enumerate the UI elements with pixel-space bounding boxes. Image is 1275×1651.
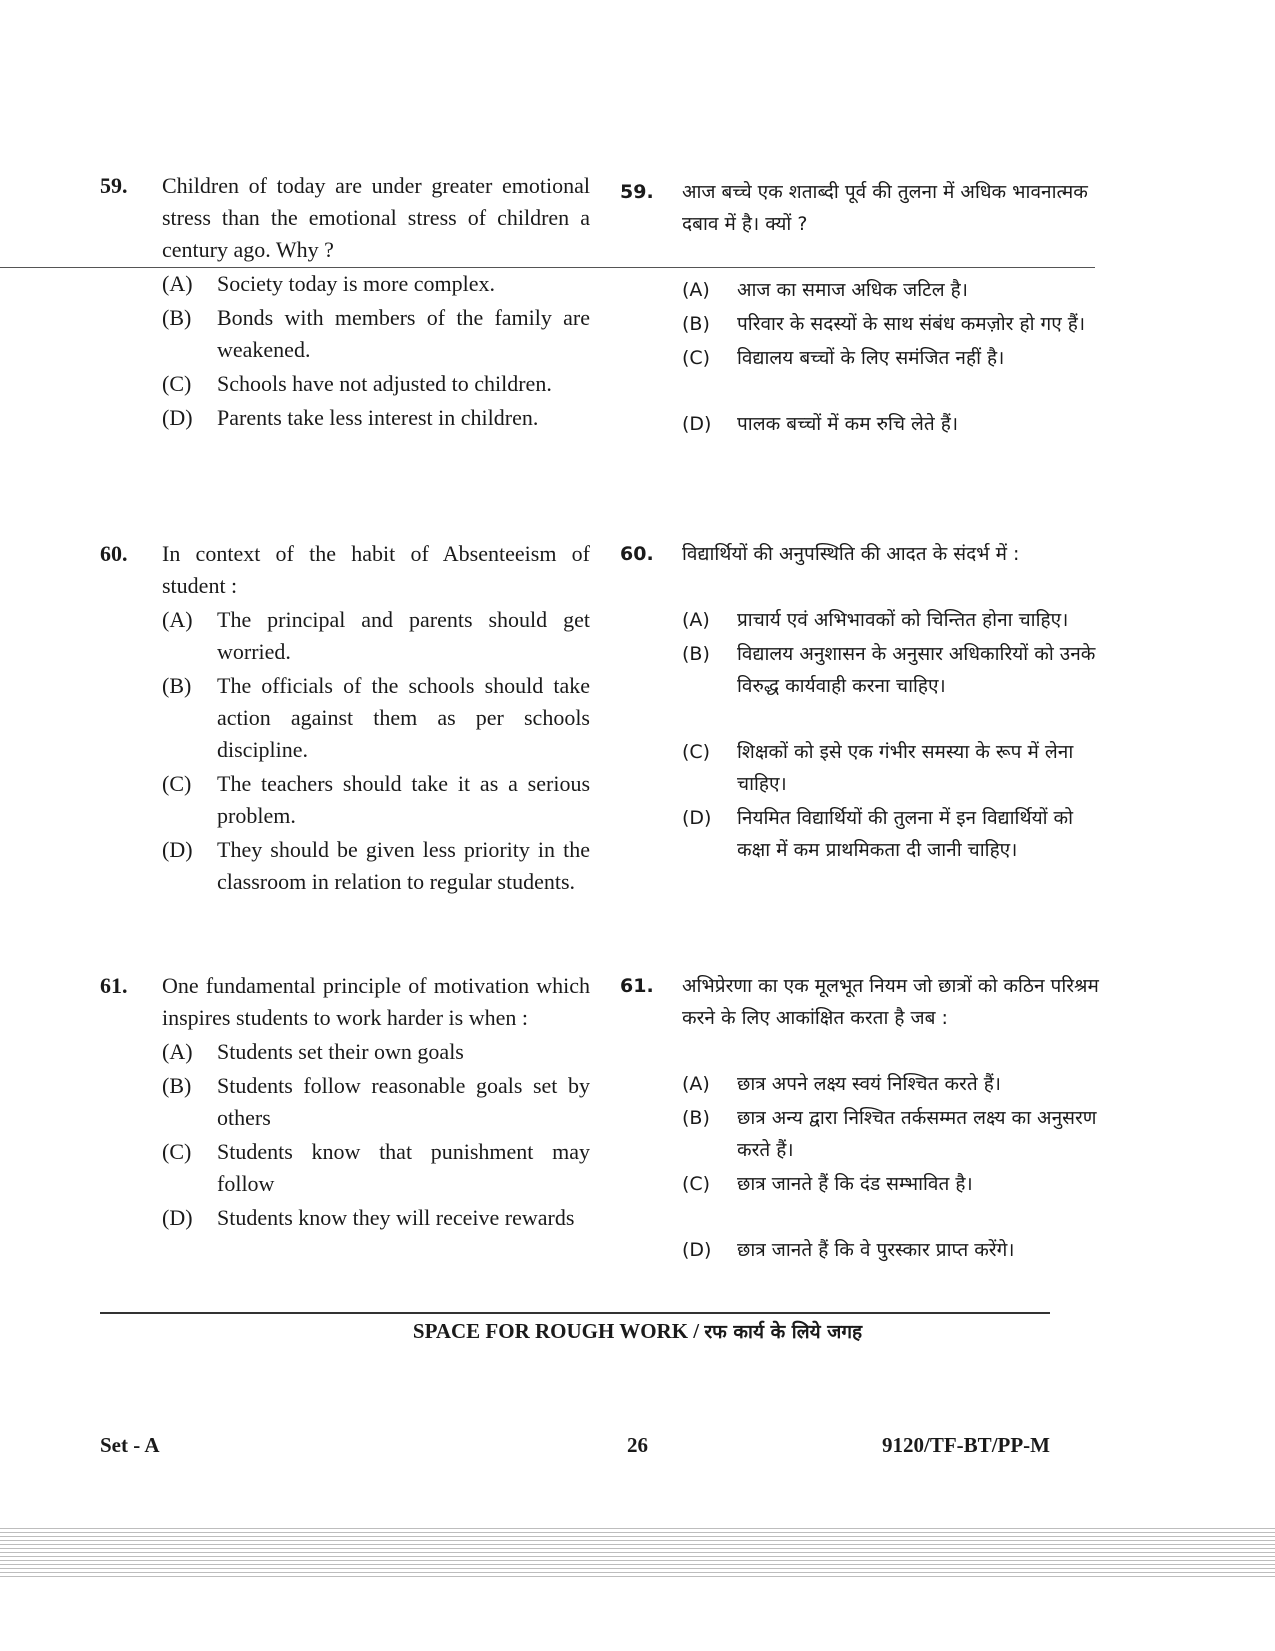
- option-label: (A): [682, 279, 710, 301]
- question-number: 61.: [620, 975, 654, 997]
- option-text: The principal and parents should get worried.: [217, 607, 590, 664]
- option-label: (C): [162, 771, 192, 796]
- option-text: छात्र जानते हैं कि दंड सम्भावित है।: [737, 1173, 973, 1195]
- option-text: छात्र जानते हैं कि वे पुरस्कार प्राप्त करेंगे।: [737, 1239, 1015, 1261]
- option-d: [682, 1234, 1110, 1266]
- option-b: [682, 1102, 1110, 1166]
- rough-work-separator: /: [688, 1319, 705, 1343]
- option-b: [162, 670, 590, 766]
- option-text: Students know that punishment may follow: [217, 1139, 590, 1196]
- option-c: [162, 368, 590, 400]
- option-label: (D): [682, 413, 712, 435]
- option-text: The teachers should take it as a serious problem.: [217, 771, 590, 828]
- option-text: शिक्षकों को इसे एक गंभीर समस्या के रूप में लेना चाहिए।: [737, 741, 1074, 795]
- option-text: Bonds with members of the family are weakened.: [217, 305, 590, 362]
- rough-work-divider: [100, 1312, 1050, 1314]
- question-text: One fundamental principle of motivation which inspires students to work harder is when :: [162, 973, 590, 1030]
- option-label: (A): [682, 609, 710, 631]
- question-text: विद्यार्थियों की अनुपस्थिति की आदत के संदर्भ में :: [682, 543, 1020, 565]
- option-label: (A): [682, 1073, 710, 1095]
- option-a: [682, 1068, 1110, 1100]
- option-text: Parents take less interest in children.: [217, 405, 539, 430]
- option-a: [162, 268, 590, 300]
- option-a: [162, 604, 590, 668]
- top-divider: [0, 267, 1095, 268]
- option-text: परिवार के सदस्यों के साथ संबंध कमज़ोर हो गए हैं।: [737, 313, 1086, 335]
- option-label: (A): [162, 271, 193, 296]
- question-59-en: [100, 170, 590, 434]
- scan-edge-lines: [0, 1528, 1275, 1578]
- rough-work-en: SPACE FOR ROUGH WORK: [412, 1319, 689, 1343]
- option-b: [682, 638, 1110, 702]
- option-c: [682, 1168, 1110, 1200]
- option-c: [162, 1136, 590, 1200]
- option-label: (D): [162, 837, 193, 862]
- option-a: [682, 274, 1110, 306]
- option-a: [682, 604, 1110, 636]
- option-label: (B): [162, 1073, 192, 1098]
- question-number: 59.: [620, 181, 654, 203]
- question-text: आज बच्चे एक शताब्दी पूर्व की तुलना में अधिक भावनात्मक दबाव में है। क्यों ?: [682, 181, 1088, 235]
- option-text: Students set their own goals: [217, 1039, 464, 1064]
- question-number: 60.: [620, 543, 654, 565]
- rough-work-hi: रफ कार्य के लिये जगह: [704, 1321, 863, 1343]
- option-label: (D): [682, 807, 712, 829]
- option-label: (D): [162, 405, 193, 430]
- option-label: (C): [682, 1173, 711, 1195]
- option-c: [162, 768, 590, 832]
- question-text: In context of the habit of Absenteeism of student :: [162, 541, 590, 598]
- question-number: 59.: [100, 173, 128, 198]
- option-c: [682, 342, 1110, 374]
- option-c: [682, 736, 1110, 800]
- option-b: [682, 308, 1110, 340]
- option-label: (C): [682, 347, 711, 369]
- option-text: आज का समाज अधिक जटिल है।: [737, 279, 968, 301]
- option-label: (A): [162, 607, 193, 632]
- option-label: (B): [682, 1107, 710, 1129]
- option-text: विद्यालय बच्चों के लिए समंजित नहीं है।: [737, 347, 1005, 369]
- option-label: (C): [162, 1139, 192, 1164]
- option-text: Students follow reasonable goals set by others: [217, 1073, 590, 1130]
- question-59-hi: [620, 176, 1110, 440]
- option-label: (B): [162, 673, 192, 698]
- option-text: छात्र अपने लक्ष्य स्वयं निश्चित करते हैं।: [737, 1073, 1001, 1095]
- option-label: (C): [162, 371, 192, 396]
- option-label: (A): [162, 1039, 193, 1064]
- option-text: Students know they will receive rewards: [217, 1205, 575, 1230]
- option-text: पालक बच्चों में कम रुचि लेते हैं।: [737, 413, 959, 435]
- option-text: Schools have not adjusted to children.: [217, 371, 552, 396]
- option-label: (C): [682, 741, 711, 763]
- question-text: Children of today are under greater emotional stress than the emotional stress of children a century ago. Why ?: [162, 173, 590, 262]
- option-label: (D): [162, 1205, 193, 1230]
- option-label: (B): [682, 643, 710, 665]
- option-text: They should be given less priority in the classroom in relation to regular students.: [217, 837, 590, 894]
- option-a: [162, 1036, 590, 1068]
- option-d: [162, 834, 590, 898]
- option-label: (D): [682, 1239, 712, 1261]
- option-text: The officials of the schools should take action against them as per schools discipline.: [217, 673, 590, 762]
- option-text: नियमित विद्यार्थियों की तुलना में इन विद्यार्थियों को कक्षा में कम प्राथमिकता दी जानी चाहिए।: [737, 807, 1074, 861]
- page-number: 26: [627, 1433, 648, 1457]
- option-b: [162, 1070, 590, 1134]
- question-61-en: [100, 970, 590, 1234]
- option-d: [162, 1202, 590, 1234]
- question-number: 60.: [100, 541, 128, 566]
- question-61-hi: [620, 970, 1110, 1266]
- option-d: [682, 408, 1110, 440]
- option-label: (B): [162, 305, 192, 330]
- question-60-en: [100, 538, 590, 898]
- option-label: (B): [682, 313, 710, 335]
- set-label: Set - A: [100, 1433, 160, 1457]
- paper-code: 9120/TF-BT/PP-M: [882, 1433, 1050, 1457]
- option-text: प्राचार्य एवं अभिभावकों को चिन्तित होना चाहिए।: [737, 609, 1069, 631]
- rough-work-heading: [0, 1318, 1275, 1344]
- option-d: [682, 802, 1110, 866]
- option-text: Society today is more complex.: [217, 271, 495, 296]
- option-b: [162, 302, 590, 366]
- option-d: [162, 402, 590, 434]
- question-text: अभिप्रेरणा का एक मूलभूत नियम जो छात्रों को कठिन परिश्रम करने के लिए आकांक्षित करता है जब :: [682, 975, 1099, 1029]
- question-number: 61.: [100, 973, 128, 998]
- option-text: छात्र अन्य द्वारा निश्चित तर्कसम्मत लक्ष्य का अनुसरण करते हैं।: [737, 1107, 1097, 1161]
- question-60-hi: [620, 538, 1110, 866]
- option-text: विद्यालय अनुशासन के अनुसार अधिकारियों को उनके विरुद्ध कार्यवाही करना चाहिए।: [737, 643, 1096, 697]
